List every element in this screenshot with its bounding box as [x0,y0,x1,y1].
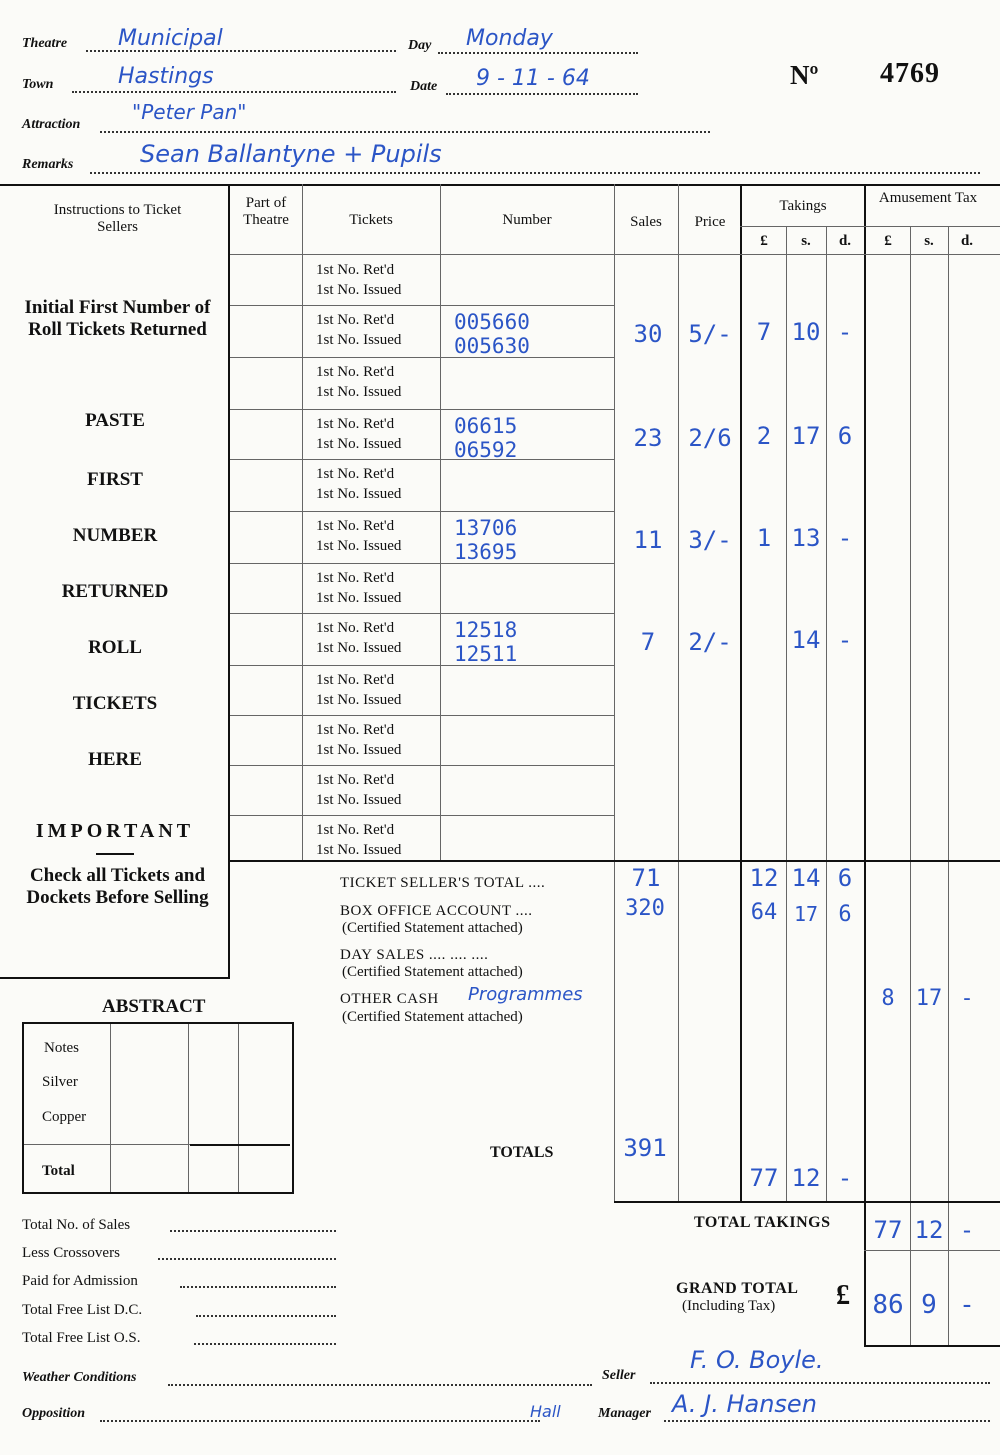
grand-total-sub: (Including Tax) [682,1298,776,1314]
remarks-value: Sean Ballantyne + Pupils [140,140,442,168]
box-office-sub: (Certified Statement attached) [342,920,523,936]
other-cash-sub: (Certified Statement attached) [342,1009,523,1025]
other-cash-tax-shillings: 17 [915,986,943,1011]
tax-d-header: d. [960,233,974,249]
number-issued: 005630 [454,334,530,358]
table-row [230,816,1000,867]
row-sales: 7 [640,628,656,656]
number-returned: 005660 [454,310,530,334]
table-row [230,306,1000,357]
box-office-pounds: 64 [750,900,778,925]
number-issued: 13695 [454,540,518,564]
ticket-returned-label: 1st No. Ret'd [316,312,395,328]
other-cash-tax-pounds: 8 [881,986,895,1011]
totals-label: TOTALS [490,1144,554,1161]
ticket-returned-label: 1st No. Ret'd [316,364,395,380]
ticket-returned-label: 1st No. Ret'd [316,262,395,278]
date-label: Date [410,79,438,94]
total-takings-pence: - [959,1216,975,1244]
grand-total-pence: - [959,1290,975,1320]
ticket-returned-label: 1st No. Ret'd [316,672,395,688]
theatre-label: Theatre [22,36,68,51]
ticket-returned-label: 1st No. Ret'd [316,822,395,838]
row-takings-pounds: 7 [756,318,772,346]
table-row [230,410,1000,461]
footer-total-sales: Total No. of Sales [22,1217,131,1233]
ticket-returned-label: 1st No. Ret'd [316,722,395,738]
row-takings-shillings: 13 [791,524,821,552]
row-price: 2/6 [688,424,732,452]
ticket-issued-label: 1st No. Issued [316,384,402,400]
form-number: 4769 [880,58,940,89]
table-row [230,564,1000,615]
takings-s-header: s. [801,233,811,249]
seller-total-label: TICKET SELLER'S TOTAL .... [340,875,546,891]
footer-crossovers-field[interactable] [158,1258,336,1260]
table-row [230,358,1000,409]
row-price: 5/- [688,320,732,348]
opposition-field[interactable] [100,1420,540,1422]
check-tickets-note: Check all Tickets and Dockets Before Selling [26,865,209,908]
row-takings-pounds: 1 [756,524,772,552]
day-value: Monday [466,26,553,51]
seller-label: Seller [602,1368,636,1383]
table-row [230,614,1000,665]
table-row [230,460,1000,511]
instruction-here: HERE [88,749,142,770]
row-takings-pounds: 2 [756,422,772,450]
abstract-notes: Notes [44,1040,79,1056]
grand-total-pounds: 86 [872,1290,904,1320]
row-takings-pence: - [837,524,853,552]
ticket-issued-label: 1st No. Issued [316,640,402,656]
attraction-field[interactable] [100,131,710,133]
box-office-label: BOX OFFICE ACCOUNT .... [340,903,533,919]
ticket-issued-label: 1st No. Issued [316,282,402,298]
table-row [230,256,1000,307]
day-sales-label: DAY SALES .... .... .... [340,947,489,963]
grand-total-label: GRAND TOTAL [676,1280,799,1297]
takings-pound-header: £ [760,233,768,249]
instructions-initial: Initial First Number of Roll Tickets Returned [24,297,211,340]
ticket-returned-label: 1st No. Ret'd [316,570,395,586]
opposition-label: Opposition [22,1406,86,1421]
ticket-issued-label: 1st No. Issued [316,590,402,606]
weather-label: Weather Conditions [22,1370,137,1385]
day-field[interactable] [438,52,638,54]
price-header: Price [694,214,726,230]
seller-field[interactable] [650,1382,990,1384]
theatre-value: Municipal [118,26,223,51]
abstract-total: Total [42,1163,75,1179]
remarks-field[interactable] [90,172,980,174]
row-price: 2/- [688,628,732,656]
date-value: 9 - 11 - 64 [476,66,590,91]
takings-d-header: d. [838,233,852,249]
town-field[interactable] [72,91,396,93]
number-returned: 12518 [454,618,518,642]
attraction-label: Attraction [22,117,81,132]
seller-signature: F. O. Boyle. [690,1346,824,1374]
table-row [230,766,1000,817]
town-label: Town [22,77,54,92]
takings-header: Takings [779,198,827,214]
row-takings-shillings: 17 [791,422,821,450]
ticket-issued-label: 1st No. Issued [316,538,402,554]
ticket-issued-label: 1st No. Issued [316,436,402,452]
row-takings-shillings: 14 [791,626,821,654]
total-takings-label: TOTAL TAKINGS [694,1214,831,1231]
number-label: Nº [790,60,819,90]
grand-total-pound-sign: £ [836,1280,850,1311]
row-takings-pence: - [837,626,853,654]
number-returned: 13706 [454,516,518,540]
attraction-value: "Peter Pan" [132,100,247,124]
amusement-tax-header: Amusement Tax [878,190,978,206]
instruction-tickets: TICKETS [72,693,158,714]
other-cash-note: Programmes [468,984,583,1005]
manager-label: Manager [598,1406,651,1421]
instruction-roll: ROLL [88,637,142,658]
day-sales-sub: (Certified Statement attached) [342,964,523,980]
number-issued: 06592 [454,438,518,462]
box-office-pence: 6 [838,902,852,927]
footer-paid-admission-field[interactable] [180,1286,336,1288]
box-office-sales: 320 [625,896,665,921]
grand-total-shillings: 9 [921,1290,937,1320]
weather-field[interactable] [168,1384,592,1386]
row-takings-pence: - [837,318,853,346]
manager-prefix: Hall [530,1402,561,1421]
ticket-returned-label: 1st No. Ret'd [316,772,395,788]
box-office-shillings: 17 [793,902,819,926]
sales-header: Sales [630,214,662,230]
part-of-theatre-header: Part of Theatre [243,195,289,228]
ticket-issued-label: 1st No. Issued [316,792,402,808]
row-sales: 23 [633,424,663,452]
manager-signature: A. J. Hansen [672,1390,817,1418]
footer-paid-admission: Paid for Admission [22,1273,138,1289]
abstract-silver: Silver [42,1074,78,1090]
footer-free-list-dc-field[interactable] [196,1315,336,1317]
footer-free-list-os: Total Free List O.S. [22,1330,141,1346]
number-returned: 06615 [454,414,518,438]
footer-free-list-os-field[interactable] [194,1343,336,1345]
instructions-header: Instructions to Ticket Sellers [53,202,182,235]
other-cash-label: OTHER CASH [340,991,439,1007]
instruction-first: FIRST [87,469,143,490]
tickets-header: Tickets [349,212,393,228]
important-label: IMPORTANT [35,820,195,842]
instruction-returned: RETURNED [61,581,169,602]
table-row [230,716,1000,767]
ticket-issued-label: 1st No. Issued [316,332,402,348]
row-takings-shillings: 10 [791,318,821,346]
totals-sales: 391 [623,1134,667,1162]
seller-total-pounds: 12 [749,864,779,892]
totals-pounds: 77 [749,1164,779,1192]
other-cash-tax-pence: - [960,986,974,1011]
remarks-label: Remarks [22,157,74,172]
number-header: Number [502,212,552,228]
row-sales: 30 [633,320,663,348]
row-sales: 11 [633,526,663,554]
ticket-returned-label: 1st No. Ret'd [316,620,395,636]
seller-total-sales: 71 [631,864,661,892]
instruction-paste: PASTE [85,410,145,431]
footer-total-sales-field[interactable] [170,1230,336,1232]
table-row [230,666,1000,717]
instruction-number: NUMBER [72,525,158,546]
tax-s-header: s. [924,233,934,249]
abstract-title: ABSTRACT [102,996,206,1017]
footer-free-list-dc: Total Free List D.C. [22,1302,143,1318]
totals-shillings: 12 [791,1164,821,1192]
town-value: Hastings [118,64,214,89]
ticket-returned-label: 1st No. Ret'd [316,466,395,482]
abstract-copper: Copper [42,1109,87,1125]
day-label: Day [408,38,432,53]
row-takings-pence: 6 [837,422,853,450]
row-price: 3/- [688,526,732,554]
number-issued: 12511 [454,642,518,666]
seller-total-pence: 6 [837,864,853,892]
manager-field[interactable] [664,1420,990,1422]
ticket-issued-label: 1st No. Issued [316,486,402,502]
footer-crossovers: Less Crossovers [22,1245,120,1261]
ticket-issued-label: 1st No. Issued [316,692,402,708]
tax-pound-header: £ [884,233,892,249]
total-takings-shillings: 12 [914,1216,944,1244]
ticket-issued-label: 1st No. Issued [316,842,402,858]
totals-pence: - [837,1164,853,1192]
date-field[interactable] [446,93,638,95]
ticket-returned-label: 1st No. Ret'd [316,416,395,432]
seller-total-shillings: 14 [791,864,821,892]
total-takings-pounds: 77 [873,1216,903,1244]
table-row [230,512,1000,563]
ticket-issued-label: 1st No. Issued [316,742,402,758]
ticket-returned-label: 1st No. Ret'd [316,518,395,534]
